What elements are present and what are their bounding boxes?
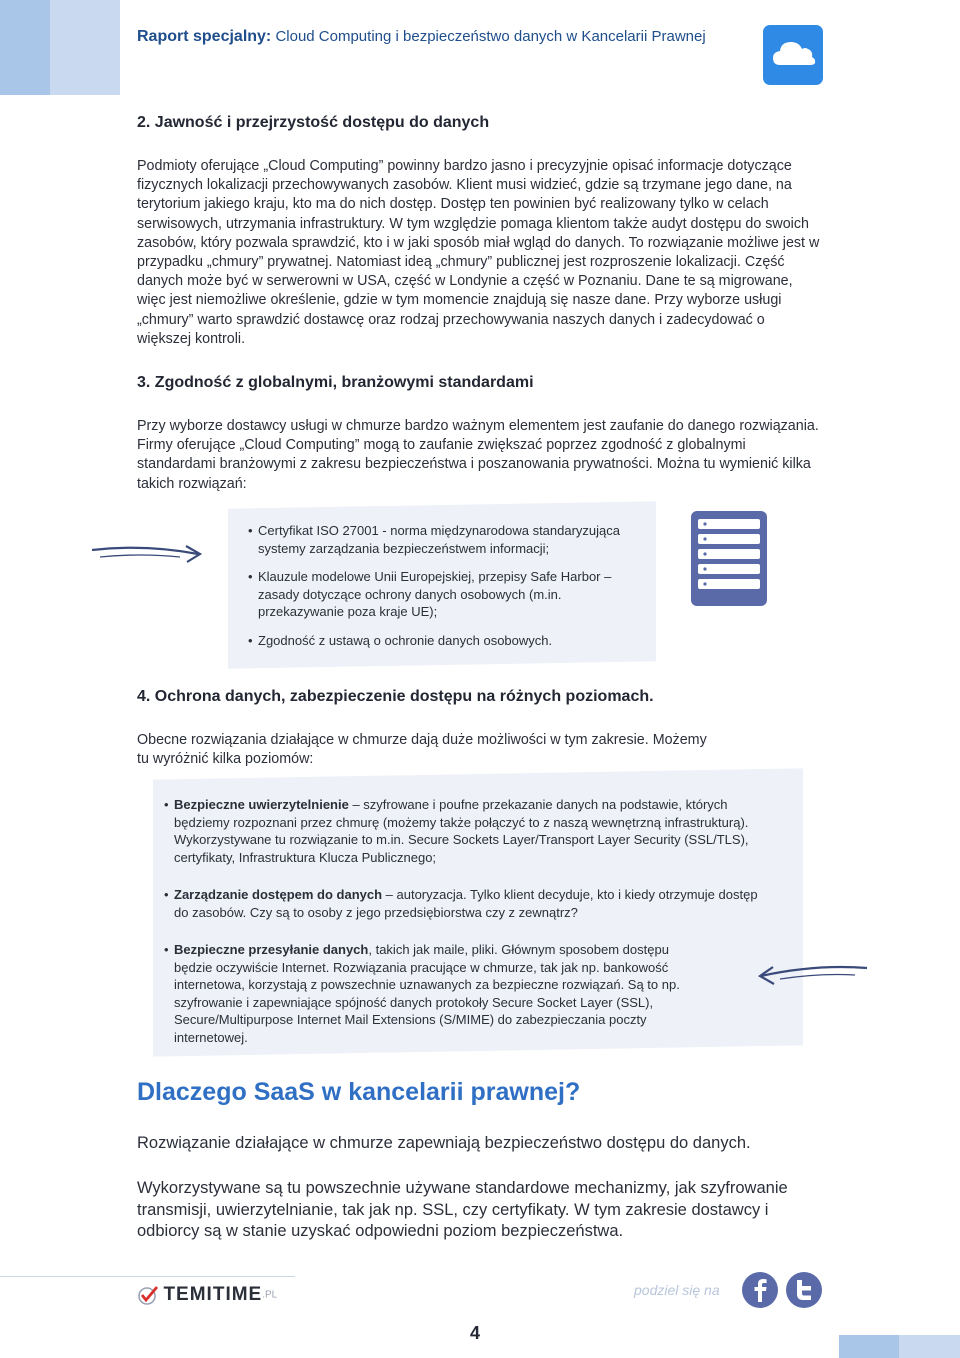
standards-list	[248, 522, 648, 660]
footer-decoration	[839, 1335, 899, 1358]
protection-list	[164, 796, 764, 1057]
list-item: • Certyfikat ISO 27001 - norma międzynarodowa standaryzująca systemy zarządzania bezpieczeństwem informacji;	[248, 522, 648, 557]
corner-decoration-light	[50, 0, 120, 95]
temitime-logo[interactable]	[137, 1284, 277, 1306]
server-rack-icon	[690, 510, 768, 607]
facebook-icon[interactable]	[741, 1271, 779, 1309]
saas-paragraph-1: Rozwiązanie działające w chmurze zapewniają bezpieczeństwo dostępu do danych.	[137, 1134, 751, 1152]
list-item	[164, 796, 764, 866]
saas-paragraph-2: Wykorzystywane są tu powszechnie używane standardowe mechanizmy, jak szyfrowanie transmisji, uwierzytelnianie, tak jak np. SSL, czy certyfikaty. W tym zakresie dostawcy i odbiorcy są w stanie uzyskać odpowiedni poziom bezpieczeństwa.	[137, 1179, 788, 1240]
section-4-paragraph: Obecne rozwiązania działające w chmurze dają duże możliwości w tym zakresie. Możemy tu wyróżnić kilka poziomów:	[137, 732, 707, 768]
section-3-paragraph: Przy wyborze dostawcy usługi w chmurze bardzo ważnym elementem jest zaufanie do danego rozwiązania. Firmy oferujące „Cloud Computing” mogą to zaufanie zwiększać poprzez zgodność z globalnymi standardami branżowymi z zakresu bezpieczeństwa i poszanowania prywatności. Można tu wymienić kilka takich rozwiązań:	[137, 418, 819, 492]
list-item-term: Zarządzanie dostępem do danych	[174, 887, 383, 902]
logo-text: TEMITIME	[163, 1284, 263, 1305]
cloud-icon	[763, 25, 823, 85]
arrow-right-icon	[90, 538, 205, 568]
arrow-left-icon	[755, 958, 870, 990]
list-item-text: – szyfrowane i poufne przekazanie danych na podstawie, których będziemy rozpoznani przez chmurę (możemy także połączyć to z naszą wewnętrzną infrastrukturą). Wykorzystywane tu rozwiązanie to m.in. Secure Sockets Layer/Transport Layer Security (SSL/TLS), certyfikaty, Infrastruktura Klucza Publicznego;	[174, 797, 749, 865]
footer-divider	[0, 1276, 295, 1277]
page-number: 4	[470, 1323, 481, 1343]
checkmark-icon	[137, 1285, 159, 1305]
section-3-heading: 3. Zgodność z globalnymi, branżowymi standardami	[137, 374, 534, 391]
section-2-heading: 2. Jawność i przejrzystość dostępu do danych	[137, 114, 490, 131]
saas-heading: Dlaczego SaaS w kancelarii prawnej?	[137, 1078, 581, 1106]
share-label: podziel się na	[634, 1282, 720, 1298]
list-item: • Zgodność z ustawą o ochronie danych osobowych.	[248, 632, 648, 650]
list-item	[164, 941, 764, 1046]
list-item	[164, 886, 764, 921]
corner-decoration	[0, 0, 50, 95]
logo-suffix: .PL	[262, 1289, 278, 1301]
report-header-title: Cloud Computing i bezpieczeństwo danych w Kancelarii Prawnej	[275, 28, 706, 45]
report-header	[137, 28, 706, 46]
footer-decoration-light	[899, 1335, 960, 1358]
twitter-icon[interactable]	[785, 1271, 823, 1309]
list-item-text: , takich jak maile, pliki. Głównym sposobem dostępu będzie oczywiście Internet. Rozwiązania pracujące w chmurze, tak jak np. bankowość internetowa, korzystają z powszechnie uznawanych za bezpieczne rozwiązań. Są to np. szyfrowanie i zapewniające spójność danych protokoły Secure Socket Layer (SSL), Secure/Multipurpose Internet Mail Extensions (S/MIME) do zabezpieczania poczty internetowej.	[174, 942, 680, 1045]
section-4-heading: 4. Ochrona danych, zabezpieczenie dostępu na różnych poziomach.	[137, 688, 654, 705]
section-2-paragraph: Podmioty oferujące „Cloud Computing” powinny bardzo jasno i precyzyjnie opisać informacje dotyczące fizycznych lokalizacji przechowywanych zasobów. Klient musi widzieć, gdzie są trzymane jego dane, na terytorium jakiego kraju, kto ma do nich dostęp. Dostęp ten powinien być realizowany tylko w celach serwisowych, utrzymania infrastruktury. W tym względzie pomaga klientom także audyt dostępu do swoich zasobów, który pozwala sprawdzić, kto i w jaki sposób miał wgląd do danych. To rozwiązanie możliwe jest w przypadku „chmury” prywatnej. Natomiast ideą „chmury” publicznej jest rozproszenie lokalizacji. Część danych może być w serwerowni w USA, część w Londynie a część w Poznaniu. Dane te są migrowane, więc jest niemożliwe określenie, gdzie w tym momencie znajdują się nasze dane. Przy wyborze usługi „chmury” warto sprawdzić dostawcę oraz rodzaj przechowywania naszych danych i zadecydować o większej kontroli.	[137, 158, 820, 347]
list-item-text: – autoryzacja. Tylko klient decyduje, kto i kiedy otrzymuje dostęp do zasobów. Czy są to osoby z jego przedsiębiorstwa czy z zewnątrz?	[174, 887, 758, 920]
list-item-term: Bezpieczne uwierzytelnienie	[174, 797, 349, 812]
list-item-term: Bezpieczne przesyłanie danych	[174, 942, 369, 957]
cloud-badge	[763, 25, 823, 85]
list-item: • Klauzule modelowe Unii Europejskiej, przepisy Safe Harbor – zasady dotyczące ochrony danych osobowych (m.in. przekazywanie poza kraje UE);	[248, 568, 648, 621]
report-header-label: Raport specjalny:	[137, 28, 272, 45]
